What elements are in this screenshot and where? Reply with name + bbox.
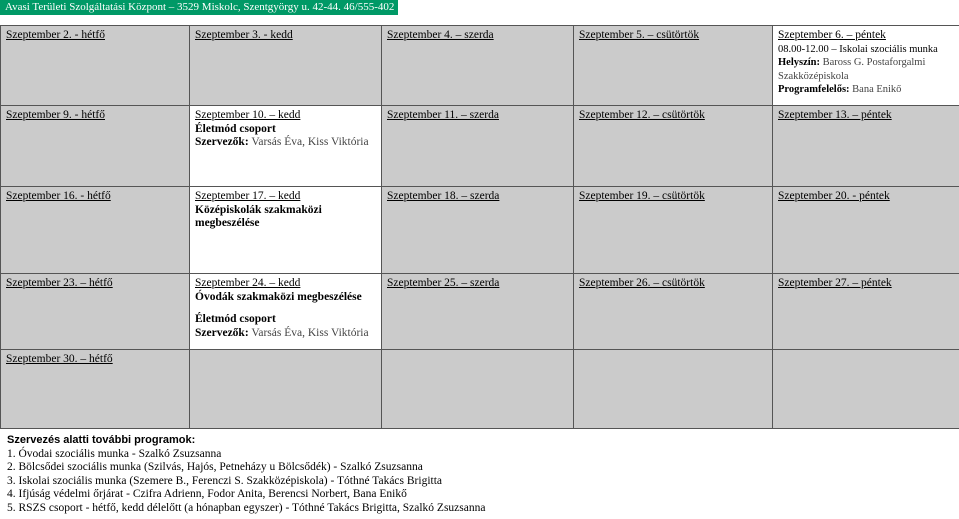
day-cell-sep-26 (574, 274, 773, 350)
day-heading: Szeptember 20. - péntek (778, 190, 890, 202)
day-cell-sep-11 (382, 106, 574, 187)
week-row-5 (1, 350, 959, 429)
calendar-table (0, 25, 959, 429)
event-place-label: Helyszín: (778, 57, 820, 68)
day-cell-sep-6 (773, 26, 959, 106)
day-cell-sep-23 (1, 274, 190, 350)
day-heading: Szeptember 13. – péntek (778, 109, 892, 121)
list-item: 1. Óvodai szociális munka - Szalkó Zsuzsanna (7, 447, 222, 460)
week-row-1 (1, 26, 959, 106)
event-title: Életmód csoport (195, 122, 276, 135)
day-heading: Szeptember 9. - hétfő (6, 109, 105, 121)
event-organizers: Varsás Éva, Kiss Viktória (248, 136, 369, 148)
day-cell-sep-24 (190, 274, 382, 350)
day-cell-sep-25 (382, 274, 574, 350)
event-organizers-label: Szervezők: (195, 136, 249, 148)
day-cell-sep-13 (773, 106, 959, 187)
event-title: Életmód csoport (195, 313, 276, 325)
day-heading: Szeptember 17. – kedd (195, 190, 301, 202)
day-cell-sep-5 (574, 26, 773, 106)
event-place: Baross G. Postaforgalmi Szakközépiskola (778, 57, 926, 82)
day-heading: Szeptember 5. – csütörtök (579, 29, 700, 41)
day-heading: Szeptember 18. – szerda (387, 190, 500, 202)
additional-programs (7, 434, 485, 516)
event-responsible-label: Programfelelős: (778, 84, 850, 95)
week-row-4 (1, 274, 959, 350)
event-time: 08.00-12.00 – Iskolai szociális munka (778, 43, 938, 55)
event-responsible: Bana Enikő (849, 84, 902, 95)
day-heading: Szeptember 30. – hétfő (6, 353, 113, 365)
day-cell-sep-18 (382, 187, 574, 274)
day-heading: Szeptember 12. – csütörtök (579, 109, 705, 121)
day-cell-sep-17 (190, 187, 382, 274)
day-cell-sep-27 (773, 274, 959, 350)
day-heading: Szeptember 27. – péntek (778, 277, 892, 289)
program-list (7, 448, 485, 516)
day-cell-sep-16 (1, 187, 190, 274)
day-heading: Szeptember 10. – kedd (195, 109, 301, 121)
event-organizers-label: Szervezők: (195, 326, 249, 339)
day-heading: Szeptember 4. – szerda (387, 29, 494, 41)
day-cell-sep-4 (382, 26, 574, 106)
day-heading: Szeptember 2. - hétfő (6, 29, 105, 41)
day-heading: Szeptember 19. – csütörtök (579, 190, 705, 202)
empty-cell (574, 350, 773, 429)
header-banner: Avasi Területi Szolgáltatási Központ – 3529 Miskolc, Szentgyörgy u. 42-44. 46/555-402 (0, 0, 398, 15)
week-row-2 (1, 106, 959, 187)
additional-programs-title: Szervezés alatti további programok: (7, 434, 196, 446)
list-item: 3. Iskolai szociális munka (Szemere B., Ferenczi S. Szakközépiskola) - Tóthné Takács Brigitta (7, 474, 443, 487)
day-cell-sep-3 (190, 26, 382, 106)
day-cell-sep-20 (773, 187, 959, 274)
day-heading: Szeptember 11. – szerda (387, 109, 499, 121)
list-item: 5. RSZS csoport - hétfő, kedd délelőtt (a hónapban egyszer) - Tóthné Takács Brigitta, Szalkó Zsuzsanna (7, 501, 486, 514)
day-heading: Szeptember 26. – csütörtök (579, 277, 705, 289)
week-row-3 (1, 187, 959, 274)
day-heading: Szeptember 6. – péntek (778, 29, 886, 41)
day-heading: Szeptember 23. – hétfő (6, 277, 113, 289)
day-heading: Szeptember 25. – szerda (387, 277, 500, 289)
day-cell-sep-9 (1, 106, 190, 187)
event-title: Óvodák szakmaközi megbeszélése (195, 290, 362, 303)
day-cell-sep-30 (1, 350, 190, 429)
list-item: 4. Ifjúság védelmi őrjárat - Czifra Adrienn, Fodor Anita, Berencsi Norbert, Bana Enikő (7, 488, 407, 501)
day-heading: Szeptember 3. - kedd (195, 29, 293, 41)
day-cell-sep-12 (574, 106, 773, 187)
day-heading: Szeptember 16. - hétfő (6, 190, 111, 202)
empty-cell (382, 350, 574, 429)
day-cell-sep-10 (190, 106, 382, 187)
day-cell-sep-2 (1, 26, 190, 106)
event-title: Középiskolák szakmaközi megbeszélése (195, 203, 322, 229)
empty-cell (773, 350, 959, 429)
list-item: 2. Bölcsődei szociális munka (Szilvás, Hajós, Petneházy u Bölcsődék) - Szalkó Zsuzsanna (7, 461, 423, 474)
day-heading: Szeptember 24. – kedd (195, 277, 301, 289)
day-cell-sep-19 (574, 187, 773, 274)
empty-cell (190, 350, 382, 429)
event-organizers: Varsás Éva, Kiss Viktória (248, 326, 369, 339)
